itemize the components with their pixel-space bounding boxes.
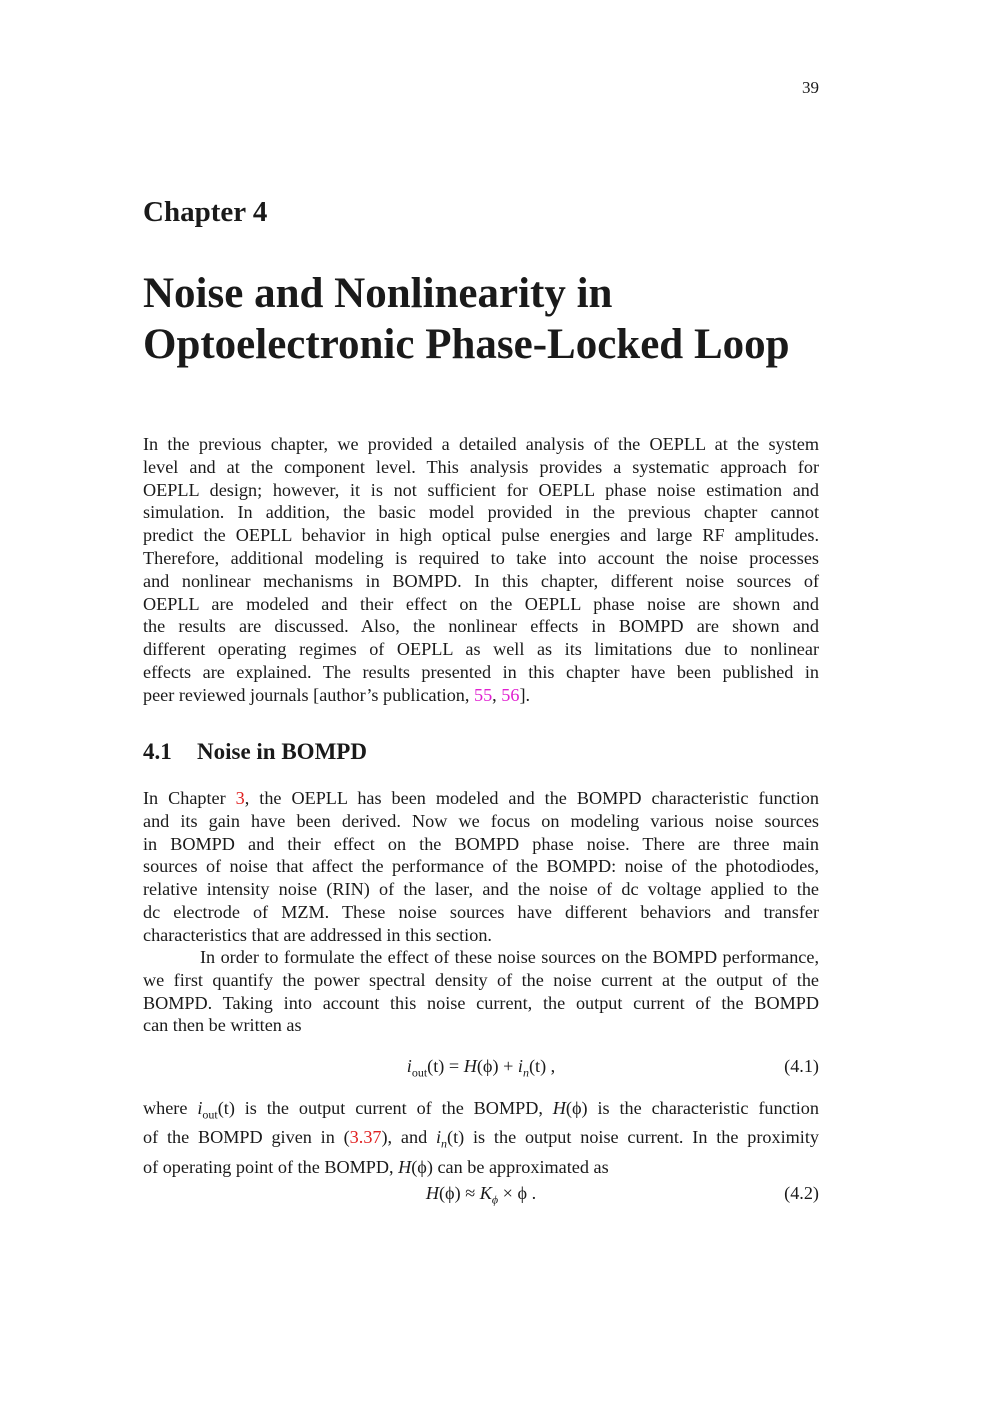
page-number: 39 <box>802 78 819 97</box>
text-line: and nonlinear mechanisms in BOMPD. In this chapter, different noise sources of <box>143 570 819 591</box>
text-line: OEPLL design; however, it is not sufficient for OEPLL phase noise estimation and <box>143 479 819 500</box>
text-line: can then be written as <box>143 1015 302 1036</box>
equation-expression: $H(\phi) \approx K_\phi \times \phi$ . <box>425 1183 537 1207</box>
text-line: dc electrode of MZM. These noise sources have different behaviors and transfer <box>143 901 819 922</box>
text-line: Therefore, additional modeling is required to take into account the noise processes <box>143 547 819 568</box>
text-line: relative intensity noise (RIN) of the laser, and the noise of dc voltage applied to the <box>143 879 819 900</box>
text-line: where $i_{out}(t)$ is the output current of the BOMPD, H(ϕ) is the characteristic function <box>143 1098 819 1122</box>
chapter-title-line: Optoelectronic Phase-Locked Loop <box>143 321 790 368</box>
text-line: we first quantify the power spectral density of the noise current at the output of the <box>143 969 819 990</box>
citation-link-55[interactable]: 55 <box>473 684 493 705</box>
section-heading <box>143 739 367 765</box>
chapter-ref-link[interactable]: 3 <box>235 788 245 808</box>
text-line: in BOMPD and their effect on the BOMPD phase noise. There are three main <box>143 833 819 854</box>
chapter-title <box>143 268 863 370</box>
section-paragraph <box>143 946 819 1037</box>
chapter-label: Chapter 4 <box>143 196 268 228</box>
text-line: effects are explained. The results presented in this chapter have been published in <box>143 661 819 682</box>
text-line: sources of noise that affect the performance of the BOMPD: noise of the photodiodes, <box>143 856 819 877</box>
text-line: and its gain have been derived. Now we focus on modeling various noise sources <box>143 810 819 831</box>
section-number: 4.1 <box>143 739 172 764</box>
chapter-title-line: Noise and Nonlinearity in <box>143 270 613 317</box>
text-line: simulation. In addition, the basic model provided in the previous chapter cannot <box>143 502 819 523</box>
text-line: BOMPD. Taking into account this noise current, the output current of the BOMPD <box>143 992 819 1013</box>
section-paragraph <box>143 1097 819 1179</box>
text-line: peer reviewed journals [author’s publication, 55, 56]. <box>143 684 531 705</box>
equation-ref-link[interactable]: 3.37 <box>349 1127 382 1148</box>
text-line: In Chapter 3, the OEPLL has been modeled and the BOMPD characteristic function <box>143 788 819 808</box>
text-line: different operating regimes of OEPLL as well as its limitations due to nonlinear <box>143 639 819 660</box>
text-line: of the BOMPD given in (3.37), and $i_n(t)$ is the output noise current. In the proximity <box>143 1127 819 1152</box>
equation-number: (4.1) <box>784 1056 819 1076</box>
text-line: In the previous chapter, we provided a detailed analysis of the OEPLL at the system <box>143 434 819 454</box>
intro-paragraph <box>143 433 819 707</box>
equation-4-1 <box>143 1056 819 1080</box>
text-line: level and at the component level. This analysis provides a systematic approach for <box>143 456 819 477</box>
equation-4-2 <box>143 1183 819 1207</box>
equation-number: (4.2) <box>784 1183 819 1203</box>
text-line: the results are discussed. Also, the nonlinear effects in BOMPD are shown and <box>143 616 819 637</box>
section-paragraph <box>143 787 819 947</box>
text-line: OEPLL are modeled and their effect on the OEPLL phase noise are shown and <box>143 593 819 614</box>
citation-link-56[interactable]: 56 <box>501 684 520 705</box>
text-line: predict the OEPLL behavior in high optical pulse energies and large RF amplitudes. <box>143 525 819 546</box>
equation-expression: $i_{out}(t) = H(\phi) + i_n(t)$ , <box>406 1056 556 1080</box>
text-line: of operating point of the BOMPD, H(ϕ) can be approximated as <box>143 1156 609 1177</box>
text-line: In order to formulate the effect of these noise sources on the BOMPD performance, <box>200 947 819 967</box>
section-title: Noise in BOMPD <box>197 739 367 764</box>
text-line: characteristics that are addressed in this section. <box>143 924 492 945</box>
